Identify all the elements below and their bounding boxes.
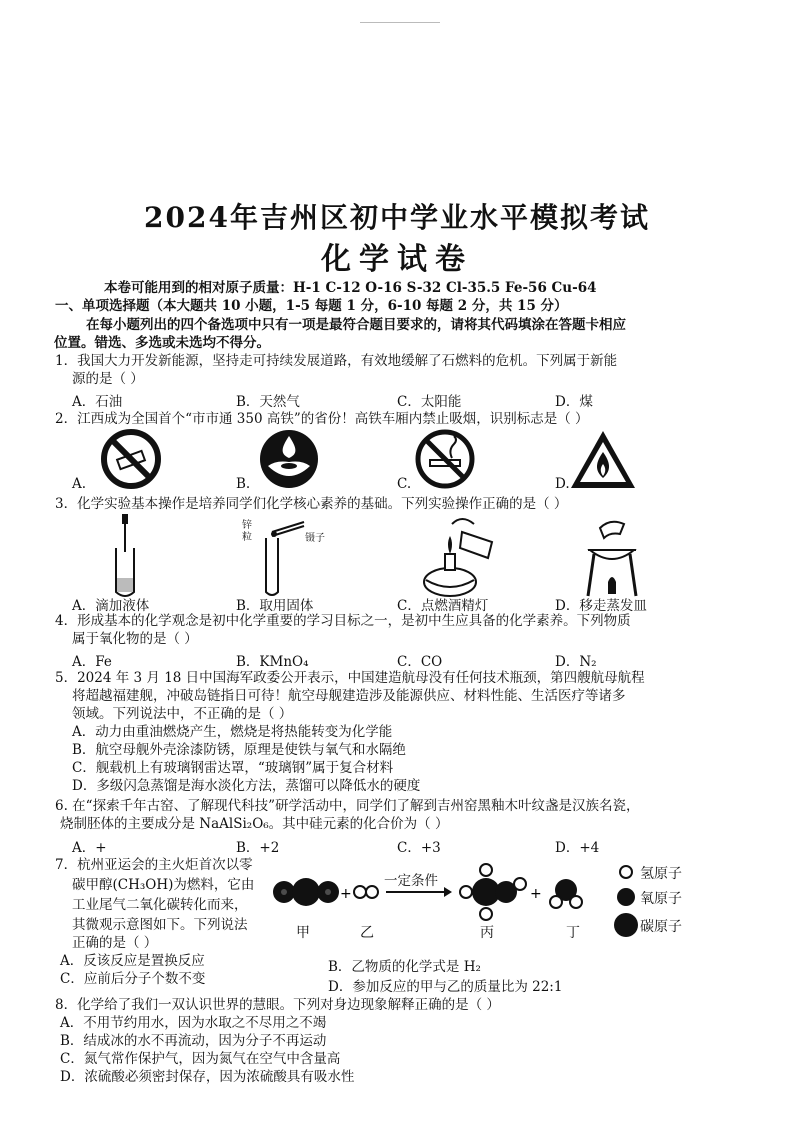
q8-option-d: D．浓硫酸必须密封保存，因为浓硫酸具有吸水性 [60,1069,355,1085]
section-heading: 一、单项选择题（本大题共 10 小题，1-5 每题 1 分，6-10 每题 2 分，共 15 分） [55,298,568,314]
plus-sign-2: + [530,886,542,902]
legend-oxygen: 氧原子 [640,891,682,907]
q5-stem-3: 领域。下列说法中，不正确的是（ ） [72,706,293,722]
reaction-condition: 一定条件 [384,873,438,889]
no-smoking-sign-c [414,428,476,490]
q1-option-c: C．太阳能 [397,394,462,410]
q2-option-c: C. [397,476,412,492]
label-jia: 甲 [296,925,310,941]
q7-option-d: D．参加反应的甲与乙的质量比为 22:1 [328,979,563,995]
q8-option-a: A．不用节约用水，因为水取之不尽用之不竭 [60,1015,327,1031]
q6-option-c: C．+3 [397,840,441,856]
q3-option-a: A．滴加液体 [72,598,150,614]
label-tweezers: 镊子 [305,533,325,544]
exam-subtitle: 化学试卷 [321,242,473,277]
q4-option-b: B．KMnO₄ [236,654,309,670]
legend-hydrogen: 氢原子 [640,866,682,882]
q1-stem-2: 源的是（ ） [72,371,144,387]
water-drop-sign-b [258,428,320,490]
label-bing: 丙 [480,925,494,941]
label-yi: 乙 [360,925,374,941]
q4-stem-2: 属于氧化物的是（ ） [72,631,198,647]
q3-option-d: D．移走蒸发皿 [555,598,647,614]
q7-option-c: C．应前后分子个数不变 [60,971,206,987]
atomic-masses: 本卷可能用到的相对原子质量：H-1 C-12 O-16 S-32 Cl-35.5 Fe-56 Cu-64 [104,280,597,296]
alcohol-lamp-c [412,510,512,600]
q4-option-a: A．Fe [72,654,112,670]
q2-option-d: D. [555,476,570,492]
q4-option-d: D．N₂ [555,654,597,670]
q3-stem: 3．化学实验基本操作是培养同学们化学核心素养的基础。下列实验操作正确的是（ ） [55,496,568,512]
legend-atoms [612,862,640,942]
section-instruction-1: 在每小题列出的四个备选项中只有一项是最符合题目要求的，请将其代码填涂在答题卡相应 [86,317,626,333]
q2-stem: 2．江西成为全国首个“市市通 350 高铁”的省份！高铁车厢内禁止吸烟，识别标志是（ ） [55,411,589,427]
q2-option-a: A. [72,476,87,492]
q8-option-b: B．结成冰的水不再流动，因为分子不再运动 [60,1033,327,1049]
q1-stem-1: 1．我国大力开发新能源，坚持走可持续发展道路，有效地缓解了石燃料的危机。下列属于新能 [55,353,618,369]
q6-stem-1: 6. 在“探索千年古窑、了解现代科技”研学活动中，同学们了解到吉州窑黑釉木叶纹盏是汉族名瓷， [55,798,640,814]
q5-option-d: D．多级闪急蒸馏是海水淡化方法，蒸馏可以降低水的硬度 [72,778,421,794]
q1-option-a: A．石油 [72,394,123,410]
legend-carbon: 碳原子 [640,919,682,935]
q6-option-d: D．+4 [555,840,600,856]
dropper-test-tube-a [100,512,150,600]
q7-stem-1: 7．杭州亚运会的主火炬首次以零 [55,857,253,873]
flammable-warning-sign-d [568,428,638,492]
q7-stem-3: 工业尾气二氧化碳转化而来， [72,897,248,913]
q5-option-a: A．动力由重油燃烧产生，燃烧是将热能转变为化学能 [72,724,393,740]
q7-option-b: B．乙物质的化学式是 H₂ [328,959,481,975]
evaporating-dish-d [580,510,644,600]
q5-option-b: B．航空母舰外壳涂漆防锈，原理是使铁与氧气和水隔绝 [72,742,406,758]
no-smoking-sign-a [100,428,162,490]
molecule-yi [354,886,378,898]
molecule-jia [273,878,339,906]
q4-option-c: C．CO [397,654,443,670]
label-zinc: 锌粒 [242,520,252,543]
section-instruction-2: 位置。错选、多选或未选均不得分。 [54,335,270,351]
q5-stem-1: 5．2024 年 3 月 18 日中国海军政委公开表示，中国建造航母没有任何技术瓶颈，第四艘航母航程 [55,670,645,686]
q5-option-c: C．舰载机上有玻璃钢雷达罩，“玻璃钢”属于复合材料 [72,760,394,776]
q6-option-a: A．+ [72,840,107,856]
q4-stem-1: 4．形成基本的化学观念是初中化学重要的学习目标之一，是初中生应具备的化学素养。下列物质 [55,613,631,629]
q1-option-b: B．天然气 [236,394,300,410]
q6-stem-2: 烧制胚体的主要成分是 NaAlSi₂O₆。其中硅元素的化合价为（ ） [60,816,449,832]
q1-option-d: D．煤 [555,394,593,410]
q5-stem-2: 将超越福建舰，冲破岛链指日可待！航空母舰建造涉及能源供应、材料性能、生活医疗等诸多 [72,688,626,704]
q7-stem-5: 正确的是（ ） [72,935,158,951]
q3-option-b: B．取用固体 [236,598,314,614]
q3-option-c: C．点燃酒精灯 [397,598,489,614]
top-line [360,22,440,23]
q7-stem-2: 碳甲醇(CH₃OH)为燃料，它由 [72,877,255,893]
molecule-ding [550,879,582,908]
q8-option-c: C．氮气常作保护气，因为氮气在空气中含量高 [60,1051,341,1067]
plus-sign-1: + [340,886,352,902]
q7-option-a: A．反该反应是置换反应 [60,953,205,969]
q6-option-b: B．+2 [236,840,280,856]
exam-title: 2024年吉州区初中学业水平模拟考试 [144,201,650,234]
label-ding: 丁 [566,925,580,941]
q7-stem-4: 其微观示意图如下。下列说法 [72,917,248,933]
q2-option-b: B. [236,476,251,492]
molecule-bing [460,864,526,920]
q8-stem: 8．化学给了我们一双认识世界的慧眼。下列对身边现象解释正确的是（ ） [55,997,500,1013]
